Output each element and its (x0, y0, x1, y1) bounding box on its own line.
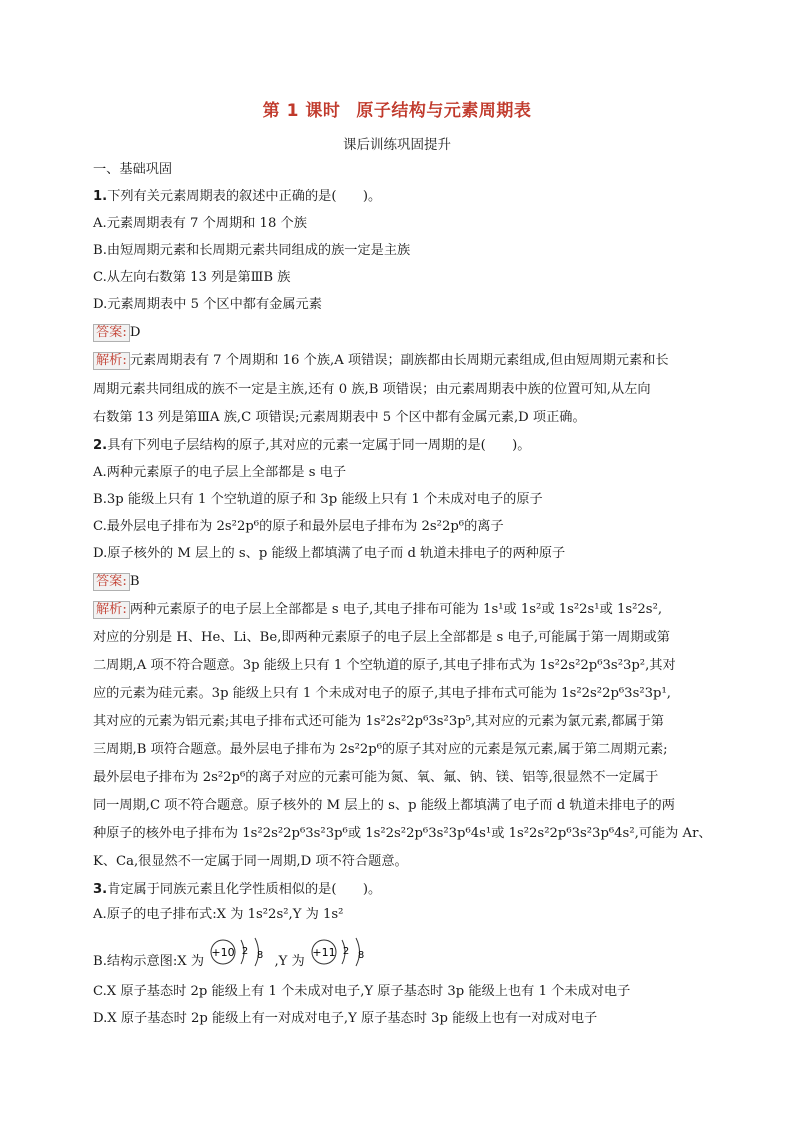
q2-option-d: D.原子核外的 M 层上的 s、p 能级上都填满了电子而 d 轨道未排电子的两种原子 (93, 546, 566, 561)
q1-option-b: B.由短周期元素和长周期元素共同组成的族一定是主族 (93, 243, 411, 258)
q3-stem: 3.肯定属于同族元素且化学性质相似的是( )。 (93, 882, 382, 897)
q2-explain-line: K、Ca,很显然不一定属于同一周期,D 项不符合题意。 (93, 854, 408, 869)
atom-structure-diagram-y (309, 934, 371, 970)
answer-tag: 答案: (93, 573, 130, 591)
q1-option-a: A.元素周期表有 7 个周期和 18 个族 (93, 216, 307, 231)
q3-option-d: D.X 原子基态时 2p 能级上有一对成对电子,Y 原子基态时 3p 能级上也有一对成对电子 (93, 1011, 598, 1026)
q3-number: 3. (93, 882, 108, 897)
q2-number: 2. (93, 438, 108, 453)
atom-y-shell-2: 8 (357, 949, 365, 961)
q2-answer-value: B (129, 574, 140, 589)
q1-explain-line: 右数第 13 列是第ⅢA 族,C 项错误;元素周期表中 5 个区中都有金属元素,D 项正确。 (93, 410, 586, 425)
q1-number: 1. (93, 189, 108, 204)
q1-explain-line: 解析: 元素周期表有 7 个周期和 16 个族,A 项错误；副族都由长周期元素组成,但由短周期元素和长 (93, 352, 669, 370)
q2-option-a: A.两种元素原子的电子层上全部都是 s 电子 (93, 465, 347, 480)
lesson-number: 第 1 课时 (262, 101, 341, 121)
page-title (0, 96, 794, 121)
q2-explain-line: 种原子的核外电子排布为 1s²2s²2p⁶3s²3p⁶或 1s²2s²2p⁶3s²3p⁶4s¹或 1s²2s²2p⁶3s²3p⁶4s²,可能为 Ar、 (93, 826, 712, 841)
q2-explain-line: 同一周期,C 项不符合题意。原子核外的 M 层上的 s、p 能级上都填满了电子而 d 轨道未排电子的两 (93, 798, 675, 813)
q2-option-b: B.3p 能级上只有 1 个空轨道的原子和 3p 能级上只有 1 个未成对电子的原子 (93, 492, 543, 507)
q2-option-c: C.最外层电子排布为 2s²2p⁶的原子和最外层电子排布为 2s²2p⁶的离子 (93, 519, 504, 534)
section-heading: 一、基础巩固 (93, 162, 173, 177)
explain-tag: 解析: (93, 601, 130, 619)
q2-answer (93, 573, 140, 591)
q2-explain-line: 最外层电子排布为 2s²2p⁶的离子对应的元素可能为氮、氧、氟、钠、镁、铝等,很显然不一定属于 (93, 770, 659, 785)
q1-option-d: D.元素周期表中 5 个区中都有金属元素 (93, 297, 322, 312)
q1-answer-value: D (129, 325, 141, 340)
q2-explain-line: 应的元素为硅元素。3p 能级上只有 1 个未成对电子的原子,其电子排布式可能为 1s²2s²2p⁶3s²3p¹, (93, 686, 671, 701)
q2-explain-line: 对应的分别是 H、He、Li、Be,即两种元素原子的电子层上全部都是 s 电子,可能属于第一周期或第 (93, 630, 670, 645)
q1-answer (93, 324, 140, 342)
q3-option-a: A.原子的电子排布式:X 为 1s²2s²,Y 为 1s² (93, 907, 344, 922)
q3-option-b: B.结构示意图:X 为 +10 2 8 ,Y 为 +11 2 8 (93, 932, 371, 972)
lesson-name: 原子结构与元素周期表 (356, 101, 532, 121)
q2-explain-line: 其对应的元素为铝元素;其电子排布式还可能为 1s²2s²2p⁶3s²3p⁵,其对应的元素为氯元素,都属于第 (93, 714, 664, 729)
q2-explain-line: 三周期,B 项符合题意。最外层电子排布为 2s²2p⁶的原子其对应的元素是氖元素,属于第二周期元素; (93, 742, 668, 757)
q3-option-c: C.X 原子基态时 2p 能级上有 1 个未成对电子,Y 原子基态时 3p 能级上也有 1 个未成对电子 (93, 984, 631, 999)
atom-x-shell-1: 2 (242, 945, 249, 957)
q1-stem: 1.下列有关元素周期表的叙述中正确的是( )。 (93, 189, 382, 204)
q1-option-c: C.从左向右数第 13 列是第ⅢB 族 (93, 270, 291, 285)
q2-stem: 2.具有下列电子层结构的原子,其对应的元素一定属于同一周期的是( )。 (93, 438, 531, 453)
atom-x-shell-2: 8 (257, 949, 264, 961)
explain-tag: 解析: (93, 352, 130, 370)
q1-explain-line: 周期元素共同组成的族不一定是主族,还有 0 族,B 项错误；由元素周期表中族的位置可知,从左向 (93, 382, 651, 397)
atom-y-shell-1: 2 (342, 945, 350, 957)
page-subtitle: 课后训练巩固提升 (343, 137, 451, 153)
atom-x-nucleus: +10 (211, 945, 235, 959)
q2-explain-line: 二周期,A 项不符合题意。3p 能级上只有 1 个空轨道的原子,其电子排布式为 1s²2s²2p⁶3s²3p²,其对 (93, 658, 676, 673)
q2-explain-line: 解析: 两种元素原子的电子层上全部都是 s 电子,其电子排布可能为 1s¹或 1s²或 1s²2s¹或 1s²2s², (93, 601, 662, 619)
answer-tag: 答案: (93, 324, 130, 342)
atom-y-nucleus: +11 (312, 945, 336, 959)
atom-structure-diagram-x (208, 934, 270, 970)
